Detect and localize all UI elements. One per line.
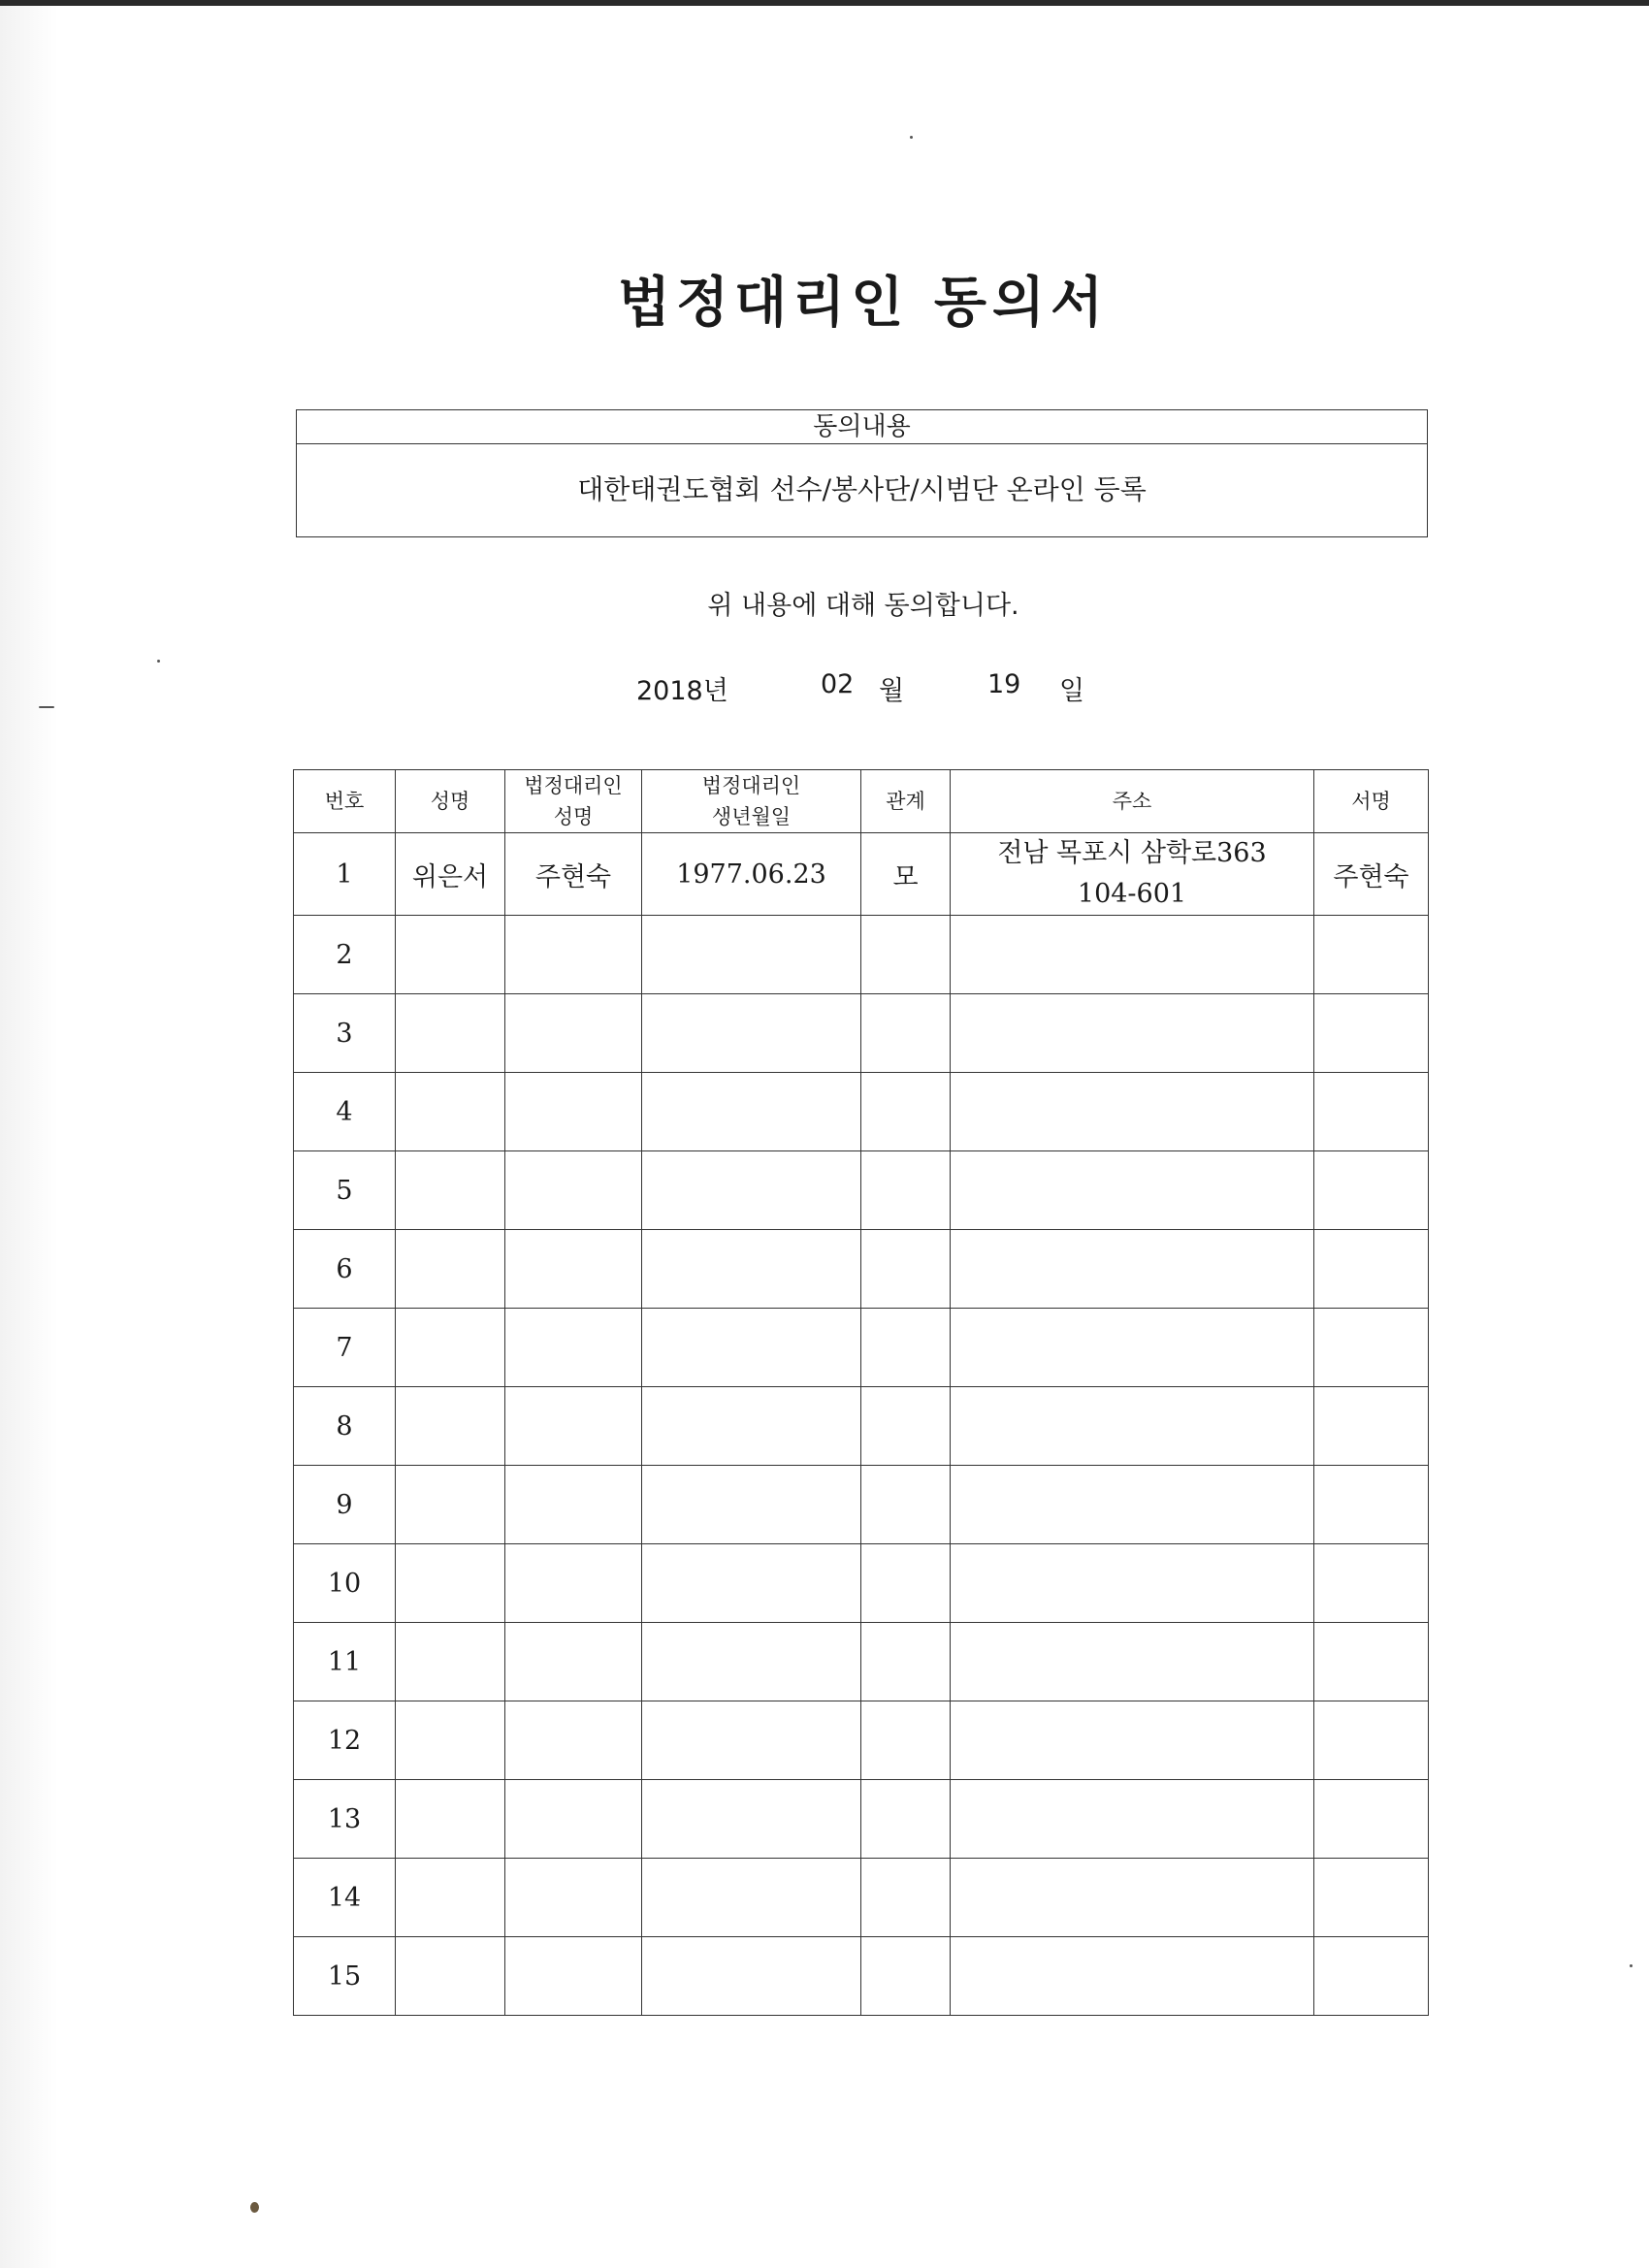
- cell-address: [951, 916, 1314, 994]
- cell-address: [951, 1466, 1314, 1544]
- cell-guardian-birth: 1977.06.23: [642, 833, 861, 916]
- table-row: [294, 1309, 1429, 1387]
- cell-no: 14: [294, 1859, 396, 1937]
- cell-address: [951, 1230, 1314, 1309]
- cell-guardian-birth: [642, 1623, 861, 1701]
- table-row: [294, 833, 1429, 916]
- table-row: [294, 1151, 1429, 1230]
- header-signature: 서명: [1314, 770, 1429, 833]
- cell-address: [951, 994, 1314, 1073]
- cell-address: [951, 1309, 1314, 1387]
- scan-edge-left: [0, 0, 58, 2268]
- cell-name: [396, 1701, 505, 1780]
- cell-signature: [1314, 1466, 1429, 1544]
- cell-no: 7: [294, 1309, 396, 1387]
- cell-name: [396, 1073, 505, 1151]
- cell-guardian-name: [505, 1073, 642, 1151]
- table-row: [294, 1623, 1429, 1701]
- table-row: [294, 1544, 1429, 1623]
- cell-guardian-birth: [642, 1309, 861, 1387]
- cell-guardian-name: [505, 994, 642, 1073]
- cell-name: [396, 1466, 505, 1544]
- cell-relation: [861, 1701, 951, 1780]
- cell-name: [396, 1309, 505, 1387]
- cell-guardian-name: [505, 1937, 642, 2016]
- cell-guardian-name: [505, 1230, 642, 1309]
- cell-no: 15: [294, 1937, 396, 2016]
- header-guardian-name: 법정대리인 성명: [505, 770, 642, 833]
- header-no: 번호: [294, 770, 396, 833]
- table-row: [294, 1387, 1429, 1466]
- cell-relation: [861, 1780, 951, 1859]
- cell-no: 11: [294, 1623, 396, 1701]
- table-row: [294, 1859, 1429, 1937]
- cell-address: [951, 1937, 1314, 2016]
- cell-signature: [1314, 1701, 1429, 1780]
- table-row: [294, 916, 1429, 994]
- date-month: 02: [821, 669, 855, 699]
- cell-address: [951, 1387, 1314, 1466]
- cell-relation: [861, 1073, 951, 1151]
- cell-address: [951, 1151, 1314, 1230]
- scan-speck: [157, 660, 160, 663]
- consent-header: 동의내용: [297, 410, 1427, 444]
- cell-relation: [861, 1387, 951, 1466]
- cell-no: 5: [294, 1151, 396, 1230]
- cell-relation: [861, 1623, 951, 1701]
- table-row: [294, 1937, 1429, 2016]
- cell-signature: 주현숙: [1314, 833, 1429, 916]
- cell-guardian-birth: [642, 1780, 861, 1859]
- cell-signature: [1314, 1544, 1429, 1623]
- cell-guardian-name: [505, 1780, 642, 1859]
- cell-guardian-birth: [642, 1701, 861, 1780]
- scan-speck: [250, 2202, 259, 2213]
- cell-guardian-name: [505, 1309, 642, 1387]
- cell-relation: 모: [861, 833, 951, 916]
- address-line: 104-601: [1077, 879, 1187, 909]
- table-row: [294, 1466, 1429, 1544]
- cell-guardian-birth: [642, 1151, 861, 1230]
- cell-name: [396, 994, 505, 1073]
- header-address: 주소: [951, 770, 1314, 833]
- registration-table: [293, 769, 1429, 2016]
- cell-guardian-birth: [642, 1073, 861, 1151]
- cell-name: 위은서: [396, 833, 505, 916]
- cell-address: [951, 1073, 1314, 1151]
- cell-signature: [1314, 1073, 1429, 1151]
- cell-address: [951, 1701, 1314, 1780]
- cell-address: [951, 833, 1314, 916]
- cell-signature: [1314, 1937, 1429, 2016]
- cell-relation: [861, 1230, 951, 1309]
- scan-speck: [39, 706, 54, 708]
- date-month-unit: 월: [879, 676, 905, 706]
- cell-no: 8: [294, 1387, 396, 1466]
- cell-address: [951, 1544, 1314, 1623]
- cell-guardian-birth: [642, 1859, 861, 1937]
- date-day: 19: [987, 669, 1021, 699]
- cell-relation: [861, 1309, 951, 1387]
- cell-signature: [1314, 1623, 1429, 1701]
- scan-edge-top: [0, 0, 1649, 6]
- cell-no: 4: [294, 1073, 396, 1151]
- cell-name: [396, 916, 505, 994]
- cell-guardian-birth: [642, 916, 861, 994]
- cell-guardian-birth: [642, 1466, 861, 1544]
- table-header-row: [294, 770, 1429, 833]
- document-title: 법정대리인 동의서: [617, 271, 1110, 335]
- cell-no: 13: [294, 1780, 396, 1859]
- cell-relation: [861, 1466, 951, 1544]
- table-row: [294, 994, 1429, 1073]
- cell-name: [396, 1230, 505, 1309]
- address-line: 전남 목포시 삼학로363: [997, 838, 1267, 868]
- consent-box: [296, 409, 1428, 537]
- cell-guardian-name: [505, 916, 642, 994]
- cell-guardian-name: [505, 1701, 642, 1780]
- cell-name: [396, 1151, 505, 1230]
- cell-no: 1: [294, 833, 396, 916]
- cell-guardian-name: [505, 1151, 642, 1230]
- cell-guardian-name: [505, 1544, 642, 1623]
- cell-guardian-name: [505, 1466, 642, 1544]
- cell-name: [396, 1937, 505, 2016]
- date-day-unit: 일: [1059, 676, 1085, 706]
- cell-no: 3: [294, 994, 396, 1073]
- cell-guardian-name: [505, 1623, 642, 1701]
- table-row: [294, 1073, 1429, 1151]
- cell-name: [396, 1623, 505, 1701]
- cell-guardian-name: [505, 1859, 642, 1937]
- cell-address: [951, 1859, 1314, 1937]
- cell-no: 6: [294, 1230, 396, 1309]
- cell-name: [396, 1780, 505, 1859]
- cell-no: 2: [294, 916, 396, 994]
- table-row: [294, 1780, 1429, 1859]
- cell-relation: [861, 916, 951, 994]
- consent-body: 대한태권도협회 선수/봉사단/시범단 온라인 등록: [577, 473, 1147, 505]
- cell-relation: [861, 1544, 951, 1623]
- scan-speck: [910, 136, 913, 139]
- cell-relation: [861, 1859, 951, 1937]
- cell-guardian-birth: [642, 1387, 861, 1466]
- cell-no: 12: [294, 1701, 396, 1780]
- cell-address: [951, 1623, 1314, 1701]
- cell-signature: [1314, 916, 1429, 994]
- cell-guardian-name: 주현숙: [505, 833, 642, 916]
- table-row: [294, 1230, 1429, 1309]
- cell-guardian-birth: [642, 1937, 861, 2016]
- cell-guardian-name: [505, 1387, 642, 1466]
- cell-relation: [861, 1151, 951, 1230]
- header-name: 성명: [396, 770, 505, 833]
- agree-statement: 위 내용에 대해 동의합니다.: [707, 591, 1019, 621]
- date-year: 2018년: [636, 676, 728, 706]
- cell-signature: [1314, 994, 1429, 1073]
- cell-guardian-birth: [642, 994, 861, 1073]
- cell-signature: [1314, 1859, 1429, 1937]
- cell-guardian-birth: [642, 1544, 861, 1623]
- cell-signature: [1314, 1151, 1429, 1230]
- cell-name: [396, 1387, 505, 1466]
- cell-no: 9: [294, 1466, 396, 1544]
- cell-name: [396, 1859, 505, 1937]
- scan-speck: [1630, 1964, 1633, 1967]
- cell-name: [396, 1544, 505, 1623]
- cell-signature: [1314, 1309, 1429, 1387]
- cell-signature: [1314, 1230, 1429, 1309]
- table-row: [294, 1701, 1429, 1780]
- header-guardian-birth: 법정대리인 생년월일: [642, 770, 861, 833]
- header-relation: 관계: [861, 770, 951, 833]
- cell-no: 10: [294, 1544, 396, 1623]
- cell-signature: [1314, 1780, 1429, 1859]
- cell-relation: [861, 994, 951, 1073]
- cell-signature: [1314, 1387, 1429, 1466]
- cell-relation: [861, 1937, 951, 2016]
- cell-guardian-birth: [642, 1230, 861, 1309]
- cell-address: [951, 1780, 1314, 1859]
